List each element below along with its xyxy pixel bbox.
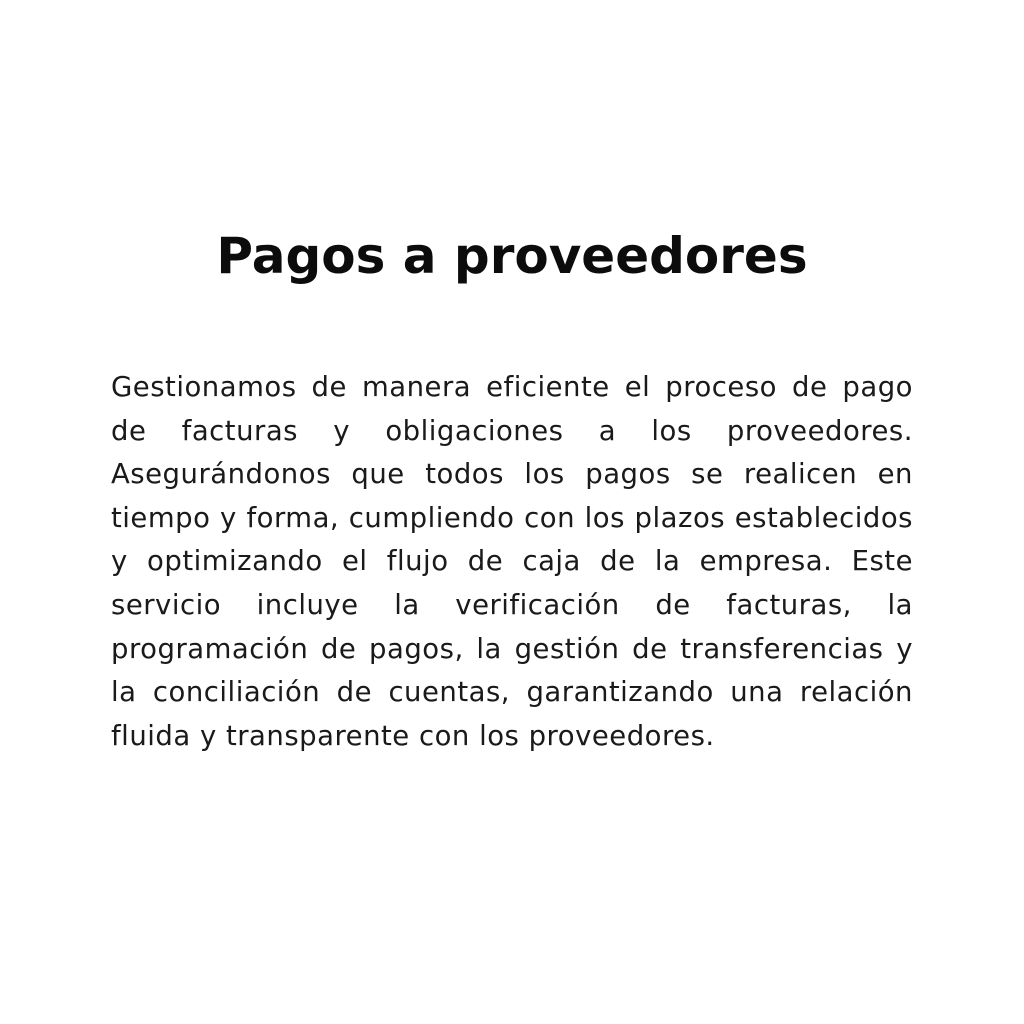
service-description: Gestionamos de manera eficiente el proceso de pago de facturas y obligaciones a los proveedores. Asegurándonos que todos los pagos se realicen en tiempo y forma, cumpliendo con los plazos establecidos y optimizando el flujo de caja de la empresa. Este servicio incluye la verificación de facturas, la programación de pagos, la gestión de transferencias y la conciliación de cuentas, garantizando una relación fluida y transparente con los proveedores. — [111, 371, 913, 752]
page-title: Pagos a proveedores — [216, 227, 808, 285]
